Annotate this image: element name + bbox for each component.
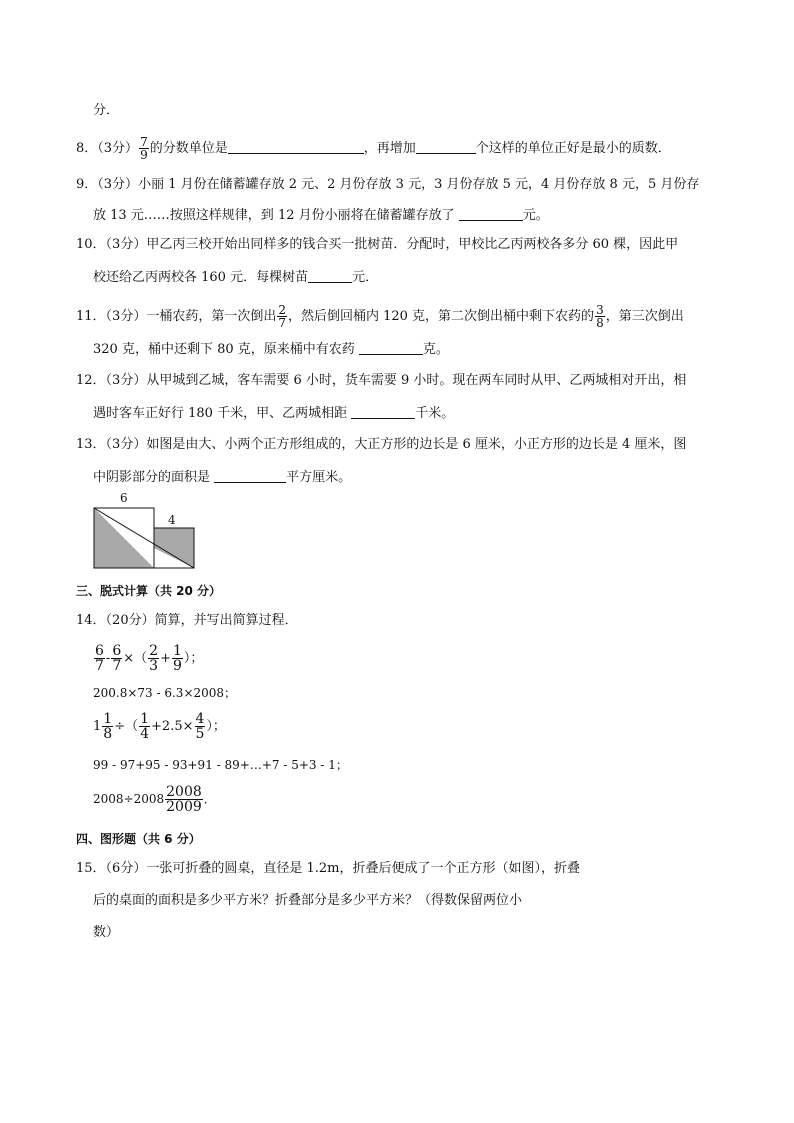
q12-text-3: 千米。 — [415, 406, 455, 421]
q13-blank[interactable] — [214, 468, 286, 483]
question-11-line-2 — [93, 340, 449, 359]
e3-frac-b — [139, 712, 150, 741]
e3-frac-c — [195, 712, 206, 741]
q11-text-1: 一桶农药，第一次倒出 — [146, 309, 277, 324]
q11-score: （3分） — [105, 309, 147, 324]
question-15-line-2: 后的桌面的面积是多少平方米？折叠部分是多少平方米？（得数保留两位小 — [93, 893, 523, 908]
top-fragment: 分． — [93, 103, 120, 118]
e1-end: ）； — [183, 651, 204, 666]
q14-expression-2: 200.8×73 - 6.3×2008； — [93, 686, 237, 700]
q9-number: 9． — [76, 177, 98, 192]
q10-score: （3分） — [105, 237, 147, 252]
q11-text-3: ，第三次倒出 — [605, 309, 684, 324]
question-15-line-1 — [76, 860, 580, 878]
e3-frac-b-num: 1 — [140, 711, 150, 727]
q11-frac1-denominator: 7 — [278, 316, 286, 330]
q8-frac-denominator: 9 — [140, 148, 148, 162]
q9-text-2: 放 13 元……按照这样规律，到 12 月份小丽将在储蓄罐存放了 — [93, 208, 459, 223]
q12-blank[interactable] — [351, 404, 415, 419]
q14-expression-4: 99 - 97+95 - 93+91 - 89+…+7 - 5+3 - 1； — [93, 758, 348, 772]
q8-number: 8． — [76, 141, 98, 156]
q9-score: （3分） — [97, 177, 139, 192]
question-12-line-2 — [93, 404, 454, 423]
q12-score: （3分） — [105, 373, 147, 388]
q15-text-1: 一张可折叠的圆桌，直径是 1.2m，折叠后便成了一个正方形（如图），折叠 — [146, 861, 580, 876]
q13-number: 13． — [76, 437, 106, 452]
q11-text-5: 克。 — [422, 342, 449, 357]
e5-frac-num: 2008 — [166, 784, 202, 800]
q9-blank[interactable] — [459, 206, 523, 221]
q9-text-3: 元。 — [522, 208, 549, 223]
q12-text-2: 遇时客车正好行 180 千米，甲、乙两城相距 — [93, 406, 352, 421]
e1-plus: + — [160, 651, 171, 666]
q12-text-1: 从甲城到乙城，客车需要 6 小时，货车需要 9 小时。现在两车同时从甲、乙两城相对开出，相 — [146, 373, 687, 388]
e1-frac-d-den: 9 — [172, 658, 182, 674]
section-3-heading: 三、脱式计算（共 20 分） — [76, 584, 222, 598]
q15-number: 15． — [76, 861, 106, 876]
e3-frac-a — [102, 712, 113, 741]
e3-div: ÷（ — [114, 719, 139, 734]
q11-frac1-numerator: 2 — [278, 303, 286, 317]
q14-expression-3 — [93, 712, 226, 742]
e1-frac-a-num: 6 — [95, 643, 104, 659]
q11-frac2-denominator: 8 — [596, 316, 604, 330]
q9-text-1: 小丽 1 月份在储蓄罐存放 2 元、2 月份存放 3 元，3 月份存放 5 元，4 月份存放 8 元，5 月份存 — [138, 177, 700, 192]
e3-frac-c-den: 5 — [195, 726, 205, 742]
q10-number: 10． — [76, 237, 106, 252]
q8-frac-numerator: 7 — [140, 135, 148, 149]
q11-fraction-2 — [595, 304, 605, 329]
q8-text-3: 个这样的单位正好是最小的质数． — [475, 141, 671, 156]
q8-text-1: 的分数单位是 — [149, 141, 228, 156]
q14-expression-5 — [93, 784, 216, 814]
e1-frac-d — [172, 644, 183, 673]
q13-text-3: 平方厘米。 — [286, 470, 352, 485]
q10-blank[interactable] — [308, 268, 352, 283]
q8-fraction — [139, 136, 149, 161]
q10-text-3: 元． — [352, 270, 379, 285]
q8-text-2: ，再增加 — [363, 141, 416, 156]
e1-frac-a — [94, 644, 105, 673]
e1-frac-b-den: 7 — [112, 658, 122, 674]
e1-frac-b — [111, 644, 122, 673]
e5-prefix: 2008÷2008 — [93, 792, 165, 806]
q10-text-2: 校还给乙丙两校各 160 元．每棵树苗 — [93, 270, 309, 285]
e3-frac-c-num: 4 — [195, 711, 205, 727]
q11-number: 11． — [76, 309, 106, 324]
question-8 — [76, 136, 671, 161]
question-9-line-1 — [76, 176, 699, 194]
e1-frac-d-num: 1 — [172, 643, 182, 659]
q14-title-text: 简算，并写出简算过程． — [154, 613, 298, 628]
question-14-title — [76, 612, 298, 630]
e5-frac-den: 2009 — [166, 799, 202, 815]
e1-frac-a-den: 7 — [95, 658, 104, 674]
q10-text-1: 甲乙丙三校开始出同样多的钱合买一批树苗．分配时，甲校比乙丙两校各多分 60 棵，因此甲 — [146, 237, 679, 252]
q15-score: （6分） — [105, 861, 147, 876]
e1-frac-c — [148, 644, 159, 673]
q12-number: 12． — [76, 373, 106, 388]
e3-frac-a-num: 1 — [103, 711, 113, 727]
q8-score: （3分） — [97, 141, 139, 156]
question-10-line-2 — [93, 268, 378, 287]
question-13-line-1 — [76, 436, 686, 454]
q11-text-2: ，然后倒回桶内 120 克，第二次倒出桶中剩下农药的 — [287, 309, 595, 324]
figure-label-big-side: 6 — [120, 491, 128, 505]
q14-expression-1 — [93, 644, 203, 674]
e1-frac-c-den: 3 — [149, 658, 159, 674]
e1-frac-c-num: 2 — [149, 643, 159, 659]
q14-score: （20分） — [105, 613, 155, 628]
e5-end: ． — [203, 792, 216, 806]
figure-label-small-side: 4 — [168, 513, 176, 527]
question-11-line-1 — [76, 304, 684, 329]
e1-frac-b-num: 6 — [112, 643, 122, 659]
e3-mid: +2.5× — [151, 719, 194, 734]
question-13-line-2 — [93, 468, 351, 487]
q8-blank-2[interactable] — [416, 139, 476, 154]
q11-fraction-1 — [277, 304, 287, 329]
question-9-line-2 — [93, 206, 549, 225]
section-4-heading: 四、图形题（共 6 分） — [76, 832, 201, 846]
q11-frac2-numerator: 3 — [596, 303, 604, 317]
e3-whole: 1 — [93, 719, 102, 734]
e5-frac — [165, 785, 203, 814]
squares-figure — [93, 507, 197, 571]
q11-blank[interactable] — [359, 340, 423, 355]
q13-score: （3分） — [105, 437, 147, 452]
q11-text-4: 320 克，桶中还剩下 80 克，原来桶中有农药 — [93, 342, 359, 357]
question-10-line-1 — [76, 236, 678, 254]
e3-frac-b-den: 4 — [140, 726, 150, 742]
e3-end: ）； — [206, 719, 226, 734]
q13-text-2: 中阴影部分的面积是 — [93, 470, 215, 485]
q13-text-1: 如图是由大、小两个正方形组成的，大正方形的边长是 6 厘米，小正方形的边长是 4 厘米，图 — [146, 437, 687, 452]
e1-times: ×（ — [123, 651, 148, 666]
question-15-line-3: 数） — [93, 925, 120, 940]
q14-number: 14． — [76, 613, 106, 628]
e3-frac-a-den: 8 — [103, 726, 113, 742]
q8-blank-1[interactable] — [228, 139, 364, 154]
e1-minus: - — [105, 651, 111, 666]
shaded-triangle — [94, 508, 154, 568]
question-12-line-1 — [76, 372, 686, 390]
